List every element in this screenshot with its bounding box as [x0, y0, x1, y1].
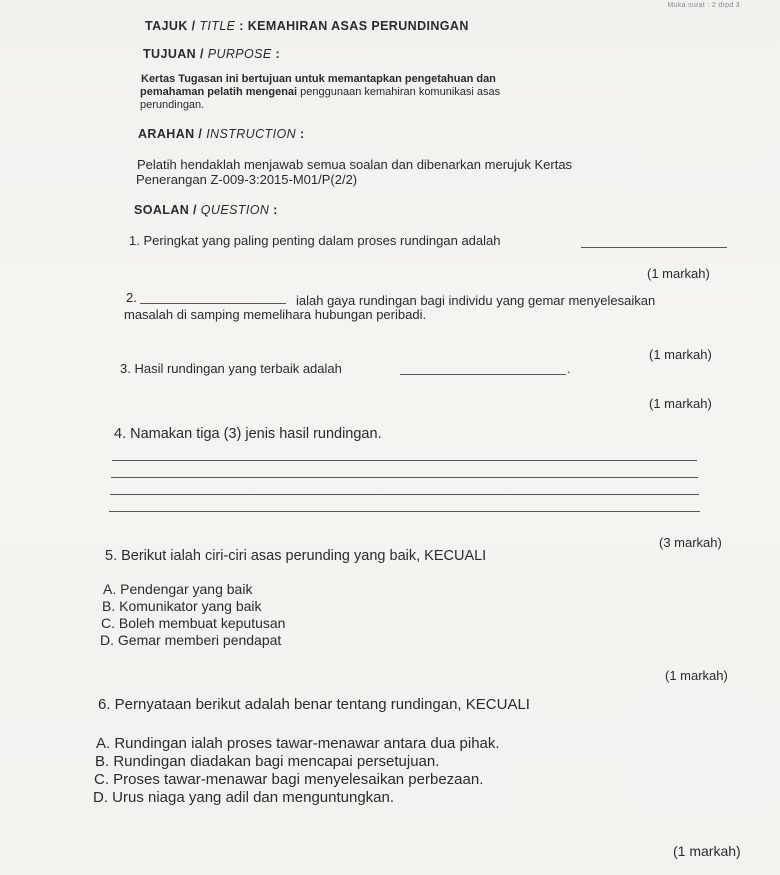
question-2-text: ialah gaya rundingan bagi individu yang gemar menyelesaikan — [296, 293, 656, 308]
question-3-answer-line[interactable] — [400, 374, 566, 375]
purpose-label-en: PURPOSE — [207, 47, 272, 61]
title-text: : KEMAHIRAN ASAS PERUNDINGAN — [235, 19, 469, 33]
purpose-line-2 — [140, 86, 500, 99]
question-2-answer-line[interactable] — [140, 303, 286, 304]
question-label: SOALAN / — [134, 203, 201, 217]
question-2-mark: (1 markah) — [649, 347, 712, 362]
instruction-colon: : — [296, 127, 305, 141]
question-3-text: 3. Hasil rundingan yang terbaik adalah — [120, 361, 342, 376]
purpose-heading — [143, 47, 280, 61]
purpose-line-3: perundingan. — [140, 99, 205, 111]
question-5-option-c[interactable]: C. Boleh membuat keputusan — [101, 615, 286, 631]
question-5-option-a[interactable]: A. Pendengar yang baik — [103, 581, 253, 597]
instruction-line-2: Penerangan Z-009-3:2015-M01/P(2/2) — [136, 172, 358, 187]
question-1-answer-line[interactable] — [581, 247, 727, 248]
purpose-colon: : — [271, 47, 281, 61]
title-line — [145, 19, 469, 33]
instruction-label-en: INSTRUCTION — [206, 127, 297, 141]
question-6-option-b[interactable]: B. Rundingan diadakan bagi mencapai persetujuan. — [95, 753, 440, 770]
question-1-text: 1. Peringkat yang paling penting dalam proses rundingan adalah — [129, 233, 501, 248]
question-6-option-d[interactable]: D. Urus niaga yang adil dan menguntungkan. — [93, 789, 395, 806]
question-4-answer-line-4[interactable] — [109, 511, 700, 512]
page-number-note: Muka surat : 2 drpd 3 — [667, 2, 740, 9]
question-heading — [134, 203, 278, 217]
question-5-mark: (1 markah) — [665, 668, 728, 683]
title-label-en: TITLE — [199, 19, 236, 33]
purpose-label: TUJUAN / — [143, 47, 208, 61]
purpose-line-1: Kertas Tugasan ini bertujuan untuk memantapkan pengetahuan dan — [141, 73, 496, 85]
question-4-text: 4. Namakan tiga (3) jenis hasil rundingan. — [114, 426, 382, 442]
question-label-en: QUESTION — [200, 203, 270, 217]
instruction-heading — [138, 127, 304, 141]
question-4-answer-line-1[interactable] — [112, 460, 697, 461]
question-5-option-b[interactable]: B. Komunikator yang baik — [102, 598, 262, 614]
instruction-line-1: Pelatih hendaklah menjawab semua soalan dan dibenarkan merujuk Kertas — [137, 157, 573, 172]
question-1-mark: (1 markah) — [647, 266, 710, 281]
question-6-text: 6. Pernyataan berikut adalah benar tentang rundingan, KECUALI — [98, 696, 530, 713]
question-6-option-a[interactable]: A. Rundingan ialah proses tawar-menawar antara dua pihak. — [96, 735, 500, 752]
question-2-number: 2. — [126, 290, 137, 305]
question-2-text-2: masalah di samping memelihara hubungan peribadi. — [124, 307, 427, 322]
title-label: TAJUK / — [145, 19, 200, 33]
question-colon: : — [269, 203, 278, 217]
question-6-mark: (1 markah) — [673, 843, 741, 859]
question-6-option-c[interactable]: C. Proses tawar-menawar bagi menyelesaikan perbezaan. — [94, 771, 484, 788]
question-4-answer-line-2[interactable] — [111, 477, 698, 478]
question-4-answer-line-3[interactable] — [110, 494, 699, 495]
question-3-mark: (1 markah) — [649, 396, 712, 411]
question-4-mark: (3 markah) — [659, 535, 722, 550]
purpose-line-2-rest: penggunaan kemahiran komunikasi asas — [297, 86, 501, 98]
question-5-text: 5. Berikut ialah ciri-ciri asas perunding yang baik, KECUALI — [105, 548, 487, 564]
instruction-label: ARAHAN / — [138, 127, 207, 141]
purpose-line-2-bold: pemahaman pelatih mengenai — [140, 86, 298, 98]
question-3-end: . — [567, 361, 571, 376]
question-5-option-d[interactable]: D. Gemar memberi pendapat — [100, 632, 282, 648]
